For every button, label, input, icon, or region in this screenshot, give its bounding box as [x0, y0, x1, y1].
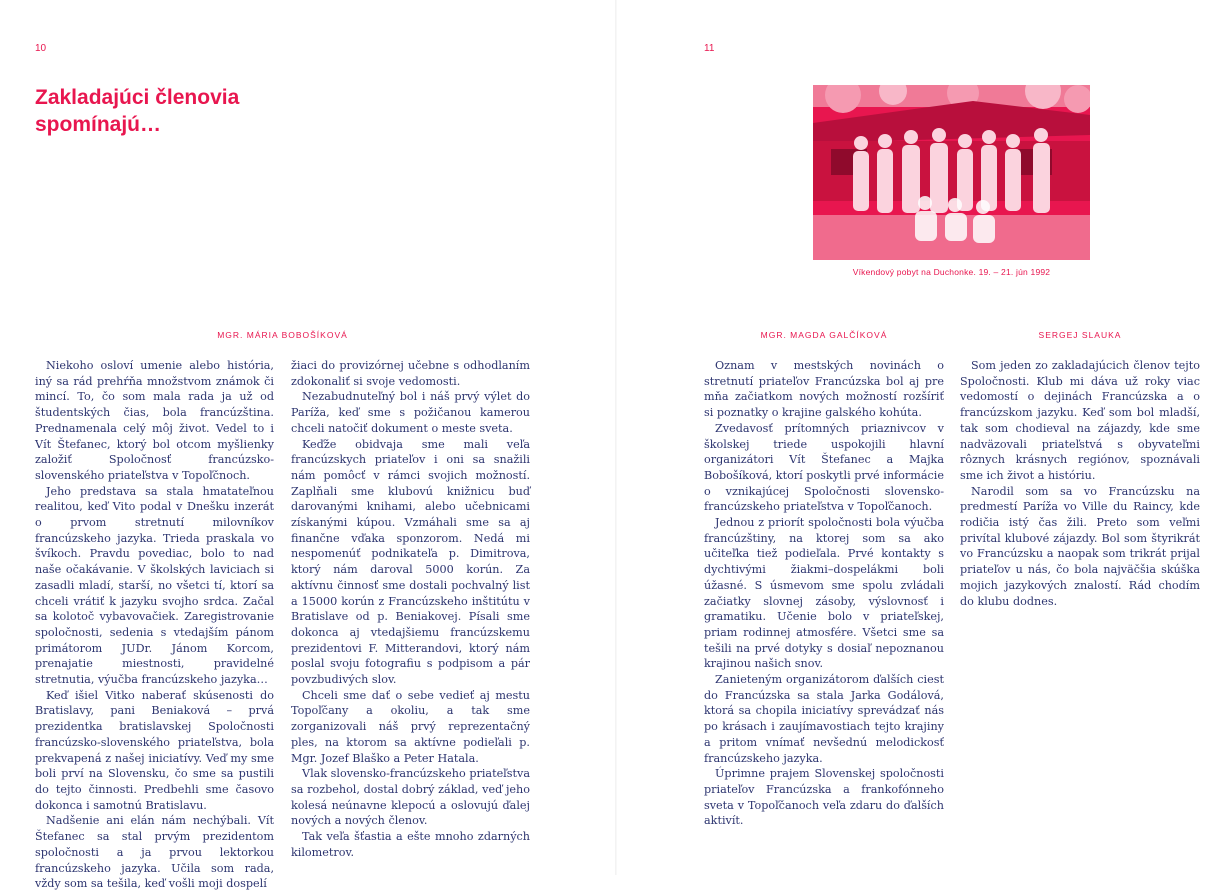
author-magda-galcikova: MGR. MAGDA GALČÍKOVÁ [760, 330, 888, 340]
author-maria-bobosikova: MGR. MÁRIA BOBOŠÍKOVÁ [217, 330, 348, 340]
paragraph: Vlak slovensko-francúzskeho priateľstva sa rozbehol, dostal dobrý základ, veď jeho kolesá neúnavne klepocú a oslovujú ďalej nových a nových členov. [291, 767, 530, 828]
paragraph: Tak veľa šťastia a ešte mnoho zdarných kilometrov. [291, 830, 530, 859]
page-number-right: 11 [704, 43, 715, 54]
paragraph: Nezabudnuteľný bol i náš prvý výlet do Paríža, keď sme s požičanou kamerou chceli natočiť dokument o meste sveta. [291, 390, 530, 435]
page-number-left: 10 [35, 43, 47, 54]
paragraph: Keď išiel Vitko naberať skúsenosti do Bratislavy, pani Beniaková – prvá prezidentka bratislavskej Spoločnosti francúzsko-slovenského priateľstva, bola prekvapená z našej iniciatívy. Veď my sme boli prví na Slovensku, čo sme sa pustili do tejto činnosti. Predbehli sme časovo dokonca i samotnú Bratislavu. [35, 688, 274, 812]
article-column-3 [704, 358, 944, 829]
paragraph: Úprimne prajem Slovenskej spoločnosti priateľov Francúzska a frankofónneho sveta v Topoľčanoch veľa zdaru do ďalších aktivít. [704, 767, 944, 828]
photo-caption: Víkendový pobyt na Duchonke. 19. – 21. jún 1992 [852, 267, 1051, 277]
paragraph: Zvedavosť prítomných priaznivcov v školskej triede uspokojili hlavní organizátori Vít Štefanec a Majka Bobošíková, ktorí poskytli prvé informácie o vznikajúcej Spoločnosti slovensko- francúzskeho priateľstva v Topoľčanoch. [704, 421, 944, 514]
group-photo [813, 85, 1090, 260]
paragraph: Niekoho osloví umenie alebo história, iný sa rád prehŕňa množstvom známok či mincí. To, čo som mala rada ja už od študentských čias, bola francúzština. Prednamenala celý môj život. Vedel to i Vít Štefanec, ktorý bol otcom myšlienky založiť Spoločnosť francúzsko-slovenského priateľstva v Topoľčnoch. [35, 359, 274, 482]
article-column-1 [35, 358, 274, 892]
paragraph: Zanieteným organizátorom ďalších ciest do Francúzska sa stala Jarka Godálová, ktorá sa chopila iniciatívy sprevádzať nás po krásach i zaujímavostiach tejto krajiny a pritom vnímať nevšednú melodickosť francúzskeho jazyka. [704, 673, 944, 765]
author-sergej-slauka: SERGEJ SLAUKA [1038, 330, 1122, 340]
article-column-2 [291, 358, 530, 861]
paragraph: Oznam v mestských novinách o stretnutí priateľov Francúzska bol aj pre mňa začiatkom nových možností rozšíriť si poznatky o krajine galského kohúta. [704, 359, 944, 420]
paragraph: Nadšenie ani elán nám nechýbali. Vít Štefanec sa stal prvým prezidentom spoločnosti a ja prvou lektorkou francúzskeho jazyka. Učila som rada, vždy som sa tešila, keď vošli moji dospelí [35, 814, 274, 891]
paragraph: Chceli sme dať o sebe vedieť aj mestu Topoľčany a okoliu, a tak sme zorganizovali náš prvý reprezentačný ples, na ktorom sa aktívne podieľali p. Mgr. Jozef Blaško a Peter Hatala. [291, 688, 530, 765]
paragraph: Keďže obidvaja sme mali veľa francúzskych priateľov i oni sa snažili nám pomôcť v rámci svojich možností. Zaplňali sme klubovú knižnicu buď darovanými knihami, alebo učebnicami získanými kúpou. Vzmáhali sme sa aj finančne vďaka sponzorom. Nedá mi nespomenúť podnikateľa p. Dimitrova, ktorý nám daroval 5000 korún. Za aktívnu činnosť sme dostali pochvalný list a 15000 korún z Francúzskeho inštitútu v Bratislave od p. Beniakovej. Písali sme dokonca aj vtedajšiemu francúzskemu prezidentovi F. Mitterandovi, ktorý nám poslal svoju fotografiu s podpisom a pár povzbudivých slov. [291, 437, 530, 687]
article-column-4 [960, 358, 1200, 609]
page-title: Zakladajúci členovia spomínajú… [35, 86, 240, 136]
spread-fold [615, 0, 617, 875]
paragraph: Jednou z priorít spoločnosti bola výučba francúzštiny, na ktorej som sa ako učiteľka tiež podieľala. Prvé kontakty s dychtivými žiakmi–dospelákmi boli úžasné. S úsmevom sme spolu zvládali začiatky slovnej zásoby, výslovnosť i gramatiku. Učenie bolo v priateľskej, priam rodinnej atmosfére. Všetci sme sa tešili na prvé dotyky s dosiaľ nepoznanou krajinou našich snov. [704, 516, 944, 671]
group-photo-icon [813, 85, 1090, 260]
paragraph: Som jeden zo zakladajúcich členov tejto Spoločnosti. Klub mi dáva už roky viac vedomostí o dejinách Francúzska a o francúzskom jazyku. Keď som bol mladší, tak som chodieval na zájazdy, kde sme nadväzovali priateľstvá s obyvateľmi rôznych krásnych regiónov, spoznávali sme ich život a históriu. [960, 359, 1200, 482]
paragraph: žiaci do provizórnej učebne s odhodlaním zdokonaliť si svoje vedomosti. [291, 359, 530, 388]
paragraph: Narodil som sa vo Francúzsku na predmestí Paríža vo Ville du Raincy, kde rodičia istý čas žili. Preto som veľmi privítal klubové zájazdy. Bol som štyrikrát vo Francúzsku a naopak som trikrát prijal priateľov u nás, čo bola najväčšia skúška mojich jazykových znalostí. Rád chodím do klubu dodnes. [960, 484, 1200, 608]
paragraph: Jeho predstava sa stala hmatateľnou realitou, keď Vito podal v Dnešku inzerát o prvom stretnutí milovníkov francúzskeho jazyka. Trieda praskala vo švíkoch. Pravdu povediac, bolo to nad naše očakávanie. V školských laviciach si zasadli mladí, starší, no všetci tí, ktorí sa chceli vrátiť k jazyku svojho srdca. Začal sa kolotoč vybavovačiek. Zaregistrovanie spoločnosti, sedenia s vtedajším pánom primátorom JUDr. Jánom Korcom, prenajatie miestnosti, pravidelné stretnutia, výučba francúzskeho jazyka… [35, 484, 274, 687]
